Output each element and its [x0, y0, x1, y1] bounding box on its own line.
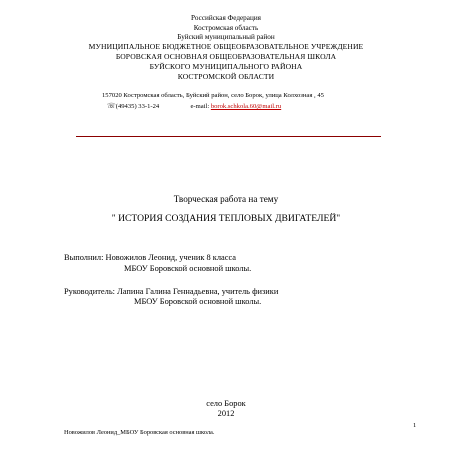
author-label: Выполнил: — [64, 253, 104, 262]
contact-phone: (49435) 33-1-24 — [115, 103, 160, 110]
contact-email-link[interactable]: borok.schkola.60@mail.ru — [210, 103, 282, 110]
contact-email-label: e-mail: — [190, 103, 210, 110]
contact-address: 157020 Костромская область, Буйский район, село Борок, улица Колхозная , 45 — [102, 92, 324, 99]
header-oblast: КОСТРОМСКОЙ ОБЛАСТИ — [177, 72, 275, 81]
header-institution-type: МУНИЦИПАЛЬНОЕ БЮДЖЕТНОЕ ОБЩЕОБРАЗОВАТЕЛЬНОЕ УЧРЕЖДЕНИЕ — [88, 42, 364, 51]
contact-phone-row — [107, 103, 281, 111]
footer-text: Новожилов Леонид_МБОУ Боровская основная школа. — [64, 429, 215, 436]
supervisor-school: МБОУ Боровской основной школы. — [134, 297, 262, 306]
title-intro: Творческая работа на тему — [173, 194, 279, 204]
page-number: 1 — [413, 422, 417, 429]
header-school-name: БОРОВСКАЯ ОСНОВНАЯ ОБЩЕОБРАЗОВАТЕЛЬНАЯ ШКОЛА — [115, 52, 337, 61]
place-year: 2012 — [217, 409, 235, 418]
header-region: Костромская область — [193, 24, 259, 32]
supervisor-name: Лапина Галина Геннадьевна, учитель физики — [117, 287, 279, 296]
supervisor-row — [64, 288, 278, 296]
header-district: Буйский муниципальный район — [177, 33, 275, 41]
title-main: " ИСТОРИЯ СОЗДАНИЯ ТЕПЛОВЫХ ДВИГАТЕЛЕЙ" — [111, 213, 341, 224]
header-municipal: БУЙСКОГО МУНИЦИПАЛЬНОГО РАЙОНА — [149, 62, 303, 71]
supervisor-label: Руководитель: — [64, 287, 115, 296]
place-village: село Борок — [206, 399, 246, 408]
header-country: Российская Федерация — [191, 14, 261, 22]
header-divider — [76, 136, 381, 137]
author-name: Новожилов Леонид, ученик 8 класса — [105, 253, 236, 262]
author-school: МБОУ Боровской основной школы. — [124, 264, 252, 273]
phone-icon: ☏ — [107, 102, 116, 110]
author-row — [64, 254, 236, 262]
